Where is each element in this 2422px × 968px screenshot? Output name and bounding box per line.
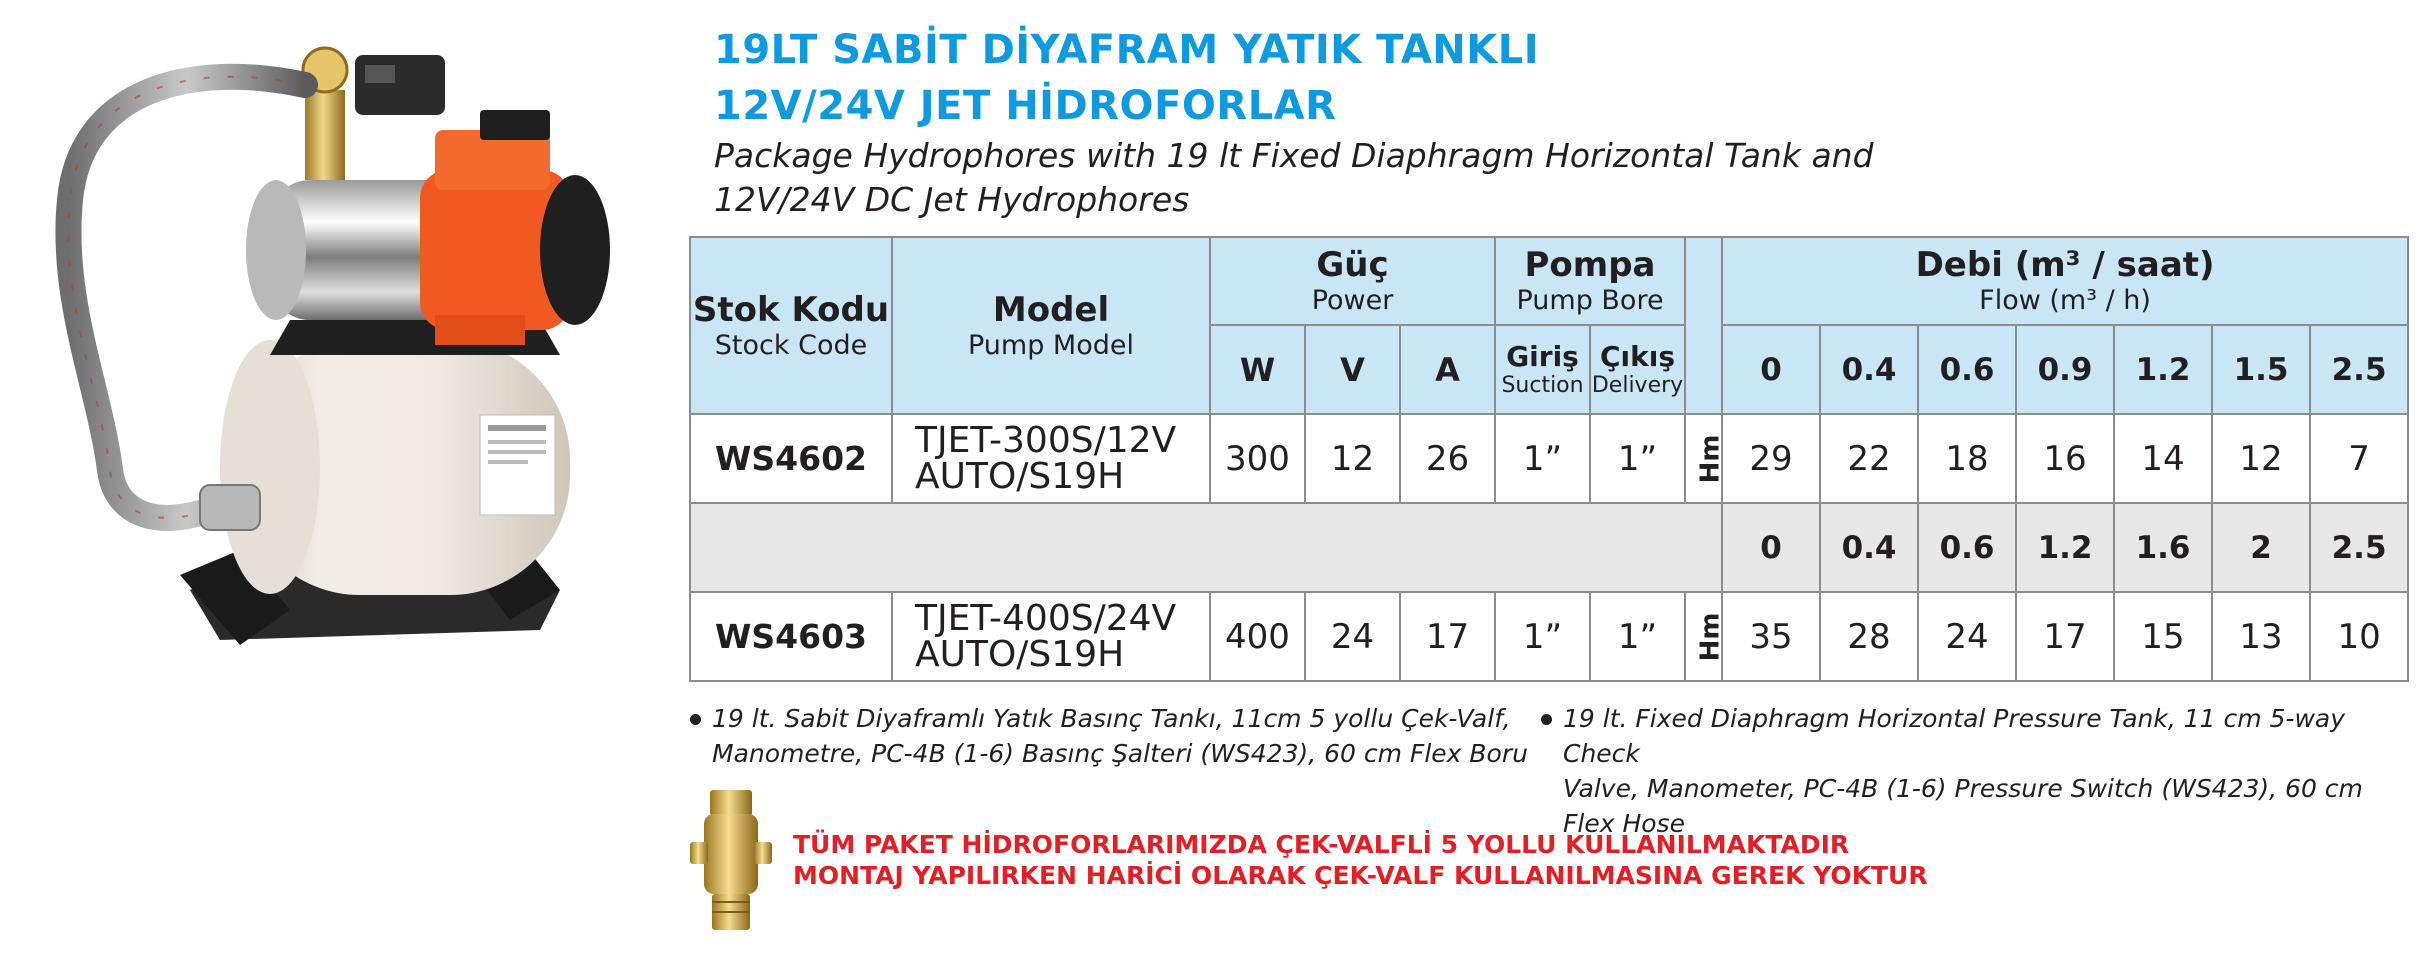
model-label: Model: [992, 289, 1110, 330]
check-valve-notice: [793, 829, 1928, 891]
hm-cell: [1685, 592, 1726, 681]
page-title: [714, 22, 1539, 134]
model-line: TJET-300S/12V: [915, 419, 1177, 461]
flow-col: 2: [2212, 503, 2310, 592]
watt-cell: 400: [1210, 592, 1305, 681]
power-sublabel: Power: [1311, 285, 1394, 316]
stock-code-header: [690, 237, 892, 414]
flow-col: 0.6: [1918, 325, 2016, 414]
head-cell: 10: [2310, 592, 2408, 681]
volt-cell: 24: [1305, 592, 1400, 681]
brass-check-valve-icon: [690, 790, 772, 930]
bullet-icon: [690, 714, 701, 725]
head-cell: 29: [1722, 414, 1820, 503]
flow-col: 1.2: [2016, 503, 2114, 592]
note-line: Valve, Manometer, PC-4B (1-6) Pressure Switch (WS423), 60 cm Flex Hose: [1563, 774, 2363, 838]
head-cell: 35: [1722, 592, 1820, 681]
notice-line: TÜM PAKET HİDROFORLARIMIZDA ÇEK-VALFLİ 5 YOLLU KULLANILMAKTADIR: [793, 830, 1850, 859]
head-cell: 15: [2114, 592, 2212, 681]
amp-cell: 26: [1400, 414, 1495, 503]
flow-col: 1.5: [2212, 325, 2310, 414]
suction-header: [1495, 325, 1590, 414]
title-line: 19LT SABİT DİYAFRAM YATIK TANKLI: [714, 27, 1540, 73]
power-col-w: W: [1210, 325, 1305, 414]
power-label: Güç: [1316, 245, 1389, 285]
model-line: AUTO/S19H: [915, 633, 1125, 675]
note-line: 19 lt. Sabit Diyaframlı Yatık Basınç Tankı, 11cm 5 yollu Çek-Valf,: [712, 704, 1511, 733]
delivery-label: Çıkış: [1600, 339, 1676, 373]
delivery-header: [1590, 325, 1685, 414]
title-line: 12V/24V JET HİDROFORLAR: [714, 83, 1337, 129]
head-cell: 13: [2212, 592, 2310, 681]
power-header: [1210, 237, 1495, 325]
flow-header-row: [690, 503, 2408, 592]
suction-sublabel: Suction: [1501, 372, 1584, 398]
head-cell: 28: [1820, 592, 1918, 681]
spec-table: [689, 236, 2409, 682]
flow-col: 2.5: [2310, 503, 2408, 592]
watt-cell: 300: [1210, 414, 1305, 503]
table-row: [690, 414, 2408, 503]
head-cell: 24: [1918, 592, 2016, 681]
suction-cell: 1”: [1495, 414, 1590, 503]
head-cell: 12: [2212, 414, 2310, 503]
notice-line: MONTAJ YAPILIRKEN HARİCİ OLARAK ÇEK-VALF KULLANILMASINA GEREK YOKTUR: [793, 861, 1928, 890]
hm-label: Hm: [1695, 434, 1726, 483]
note-line: 19 lt. Fixed Diaphragm Horizontal Pressure Tank, 11 cm 5-way Check: [1563, 704, 2346, 768]
hm-cell: [1685, 414, 1726, 503]
flow-col: 0: [1722, 325, 1820, 414]
stock-code-sublabel: Stock Code: [714, 329, 868, 361]
power-col-v: V: [1305, 325, 1400, 414]
delivery-cell: 1”: [1590, 414, 1685, 503]
model-line: TJET-400S/24V: [915, 597, 1177, 639]
stock-code-label: Stok Kodu: [692, 289, 890, 330]
flow-col: 0.4: [1820, 503, 1918, 592]
suction-label: Giriş: [1506, 339, 1579, 373]
model-sublabel: Pump Model: [967, 329, 1134, 361]
model-line: AUTO/S19H: [915, 455, 1125, 497]
suction-cell: 1”: [1495, 592, 1590, 681]
delivery-sublabel: Delivery: [1591, 372, 1684, 398]
hm-label: Hm: [1695, 612, 1726, 661]
table-row: [690, 592, 2408, 681]
spacer-cell: [690, 503, 1722, 592]
stock-code-cell: WS4603: [690, 592, 892, 681]
note-line: Manometre, PC-4B (1-6) Basınç Şalteri (WS423), 60 cm Flex Boru: [712, 739, 1528, 768]
flow-col: 0.9: [2016, 325, 2114, 414]
model-cell: [892, 414, 1210, 503]
flow-col: 1.6: [2114, 503, 2212, 592]
hydrophore-product-image: [40, 30, 660, 680]
flow-col: 0: [1722, 503, 1820, 592]
head-cell: 22: [1820, 414, 1918, 503]
subtitle-line: Package Hydrophores with 19 lt Fixed Diaphragm Horizontal Tank and: [714, 136, 1874, 175]
flow-label: Debi (m³ / saat): [1915, 245, 2215, 285]
flow-col: 1.2: [2114, 325, 2212, 414]
pump-header: [1495, 237, 1685, 325]
volt-cell: 12: [1305, 414, 1400, 503]
hm-header-cell: [1685, 237, 1722, 414]
pump-label: Pompa: [1524, 245, 1656, 285]
head-cell: 7: [2310, 414, 2408, 503]
head-cell: 18: [1918, 414, 2016, 503]
note-turkish: [712, 701, 1528, 771]
amp-cell: 17: [1400, 592, 1495, 681]
pump-sublabel: Pump Bore: [1516, 285, 1664, 316]
stock-code-cell: WS4602: [690, 414, 892, 503]
head-cell: 16: [2016, 414, 2114, 503]
flow-header: [1722, 237, 2408, 325]
power-col-a: A: [1400, 325, 1495, 414]
subtitle-line: 12V/24V DC Jet Hydrophores: [714, 180, 1190, 219]
delivery-cell: 1”: [1590, 592, 1685, 681]
head-cell: 17: [2016, 592, 2114, 681]
note-english: [1563, 701, 2422, 841]
flow-col: 2.5: [2310, 325, 2408, 414]
model-cell: [892, 592, 1210, 681]
flow-col: 0.6: [1918, 503, 2016, 592]
head-cell: 14: [2114, 414, 2212, 503]
model-header: [892, 237, 1210, 414]
bullet-icon: [1541, 714, 1552, 725]
flow-sublabel: Flow (m³ / h): [1979, 285, 2151, 316]
page-subtitle: [714, 134, 1874, 222]
flow-col: 0.4: [1820, 325, 1918, 414]
